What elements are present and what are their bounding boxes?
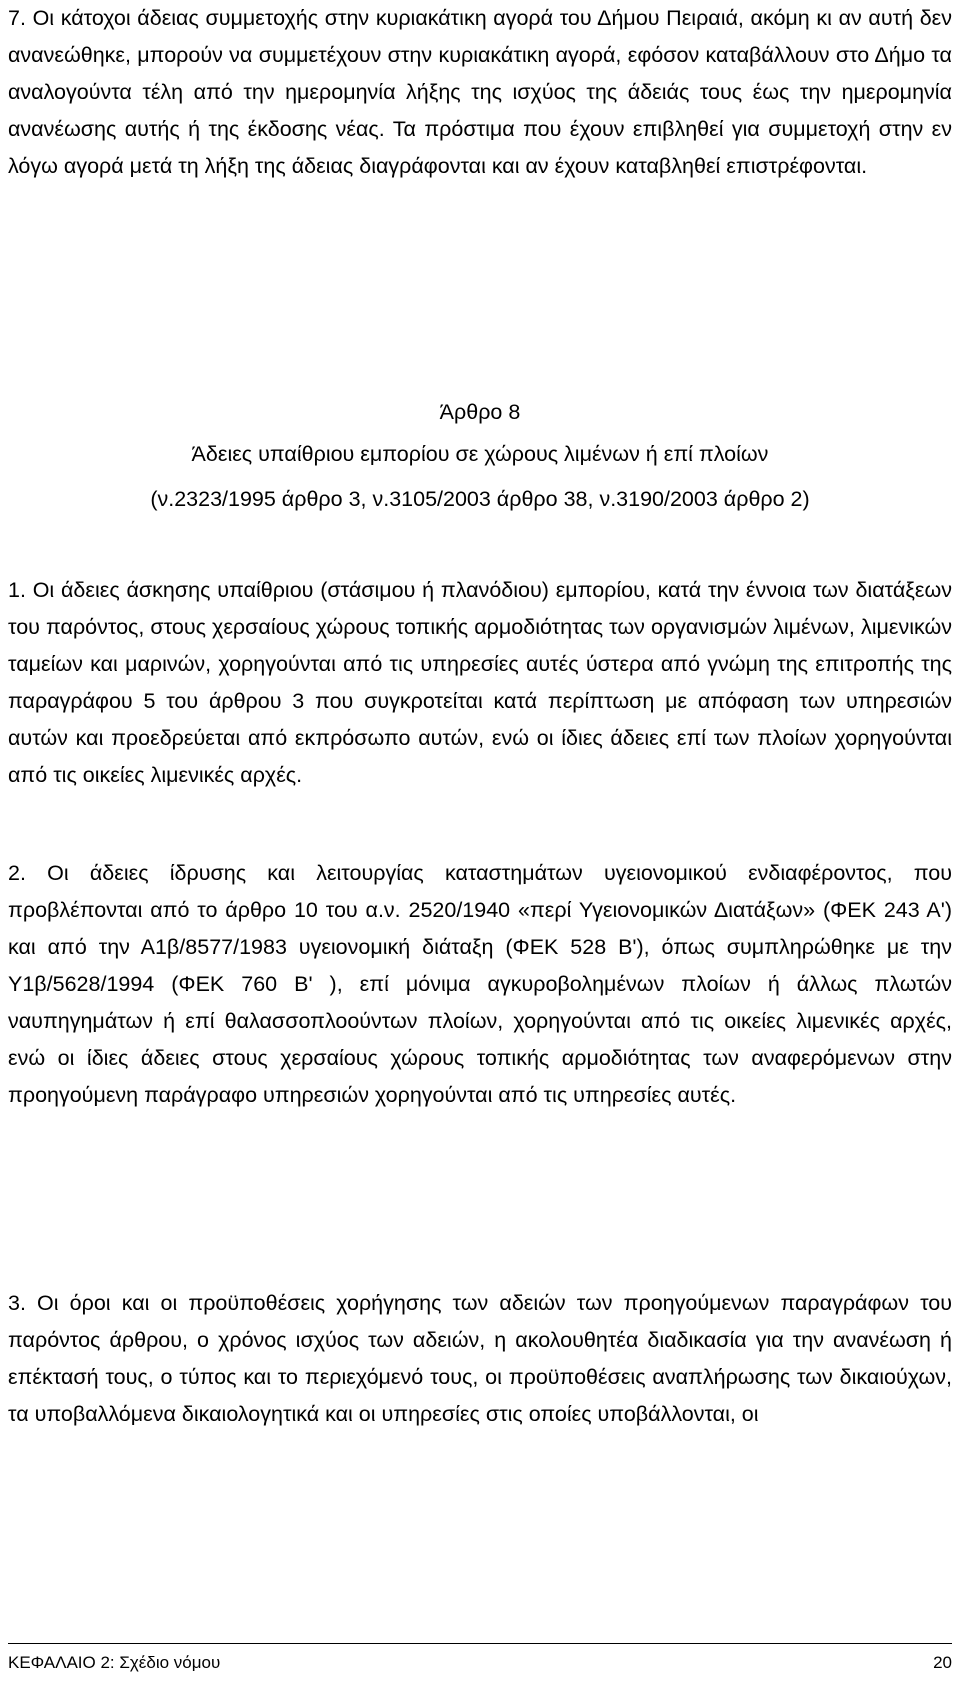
article-title: Άδειες υπαίθριου εμπορίου σε χώρους λιμένων ή επί πλοίων bbox=[191, 442, 769, 466]
article-references: (ν.2323/1995 άρθρο 3, ν.3105/2003 άρθρο 38, ν.3190/2003 άρθρο 2) bbox=[150, 487, 810, 511]
paragraph-7: 7. Οι κάτοχοι άδειας συμμετοχής στην κυριακάτικη αγορά του Δήμου Πειραιά, ακόμη κι αν αυτή δεν ανανεώθηκε, μπορούν να συμμετέχουν στην κυριακάτικη αγορά, εφόσον καταβάλλουν στο Δήμο τα αναλογούντα τέλη από την ημερομηνία λήξης της ισχύος της άδειάς τους έως την ημερομηνία ανανέωσης αυτής ή της έκδοσης νέας. Τα πρόστιμα που έχουν επιβληθεί για συμμετοχή στην εν λόγω αγορά μετά τη λήξη της άδειας διαγράφονται και αν έχουν καταβληθεί επιστρέφονται. bbox=[8, 6, 952, 178]
paragraph-2: 2. Οι άδειες ίδρυσης και λειτουργίας καταστημάτων υγειονομικού ενδιαφέροντος, που προβλέπονται από το άρθρο 10 του α.ν. 2520/1940 «περί Υγειονομικών Διατάξων» (ΦΕΚ 243 Α') και από την Α1β/8577/1983 υγειονομική διάταξη (ΦΕΚ 528 Β'), όπως συμπληρώθηκε με την Υ1β/5628/1994 (ΦΕΚ 760 Β' ), επί μόνιμα αγκυροβολημένων πλοίων ή άλλως πλωτών ναυπηγημάτων ή επί θαλασσοπλοούντων πλοίων, χορηγούνται από τις οικείες λιμενικές αρχές, ενώ οι ίδιες άδειες στους χερσαίους χώρους τοπικής αρμοδιότητας των αναφερόμενων στην προηγούμενη παράγραφο υπηρεσιών χορηγούνται από τις υπηρεσίες αυτές. bbox=[8, 861, 952, 1107]
footer-chapter: ΚΕΦΑΛΑΙΟ 2: Σχέδιο νόμου bbox=[8, 1653, 221, 1672]
article-number: Άρθρο 8 bbox=[439, 400, 521, 424]
footer-divider bbox=[8, 1643, 952, 1644]
page-number: 20 bbox=[933, 1653, 952, 1672]
paragraph-1: 1. Οι άδειες άσκησης υπαίθριου (στάσιμου ή πλανόδιου) εμπορίου, κατά την έννοια των διατάξεων του παρόντος, στους χερσαίους χώρους τοπικής αρμοδιότητας των οργανισμών λιμένων, λιμενικών ταμείων και μαρινών, χορηγούνται από τις υπηρεσίες αυτές ύστερα από γνώμη της επιτροπής της παραγράφου 5 του άρθρου 3 που συγκροτείται κατά περίπτωση με απόφαση των υπηρεσιών αυτών και προεδρεύεται από εκπρόσωπο αυτών, ενώ οι ίδιες άδειες επί των πλοίων χορηγούνται από τις οικείες λιμενικές αρχές. bbox=[8, 578, 952, 787]
paragraph-3: 3. Οι όροι και οι προϋποθέσεις χορήγησης των αδειών των προηγούμενων παραγράφων του παρόντος άρθρου, ο χρόνος ισχύος των αδειών, η ακολουθητέα διαδικασία για την ανανέωση ή επέκτασή τους, ο τύπος και το περιεχόμενό τους, οι προϋποθέσεις αναπλήρωσης των δικαιούχων, τα υποβαλλόμενα δικαιολογητικά και οι υπηρεσίες στις οποίες υποβάλλονται, οι bbox=[8, 1291, 952, 1426]
document-page bbox=[8, 0, 952, 1682]
